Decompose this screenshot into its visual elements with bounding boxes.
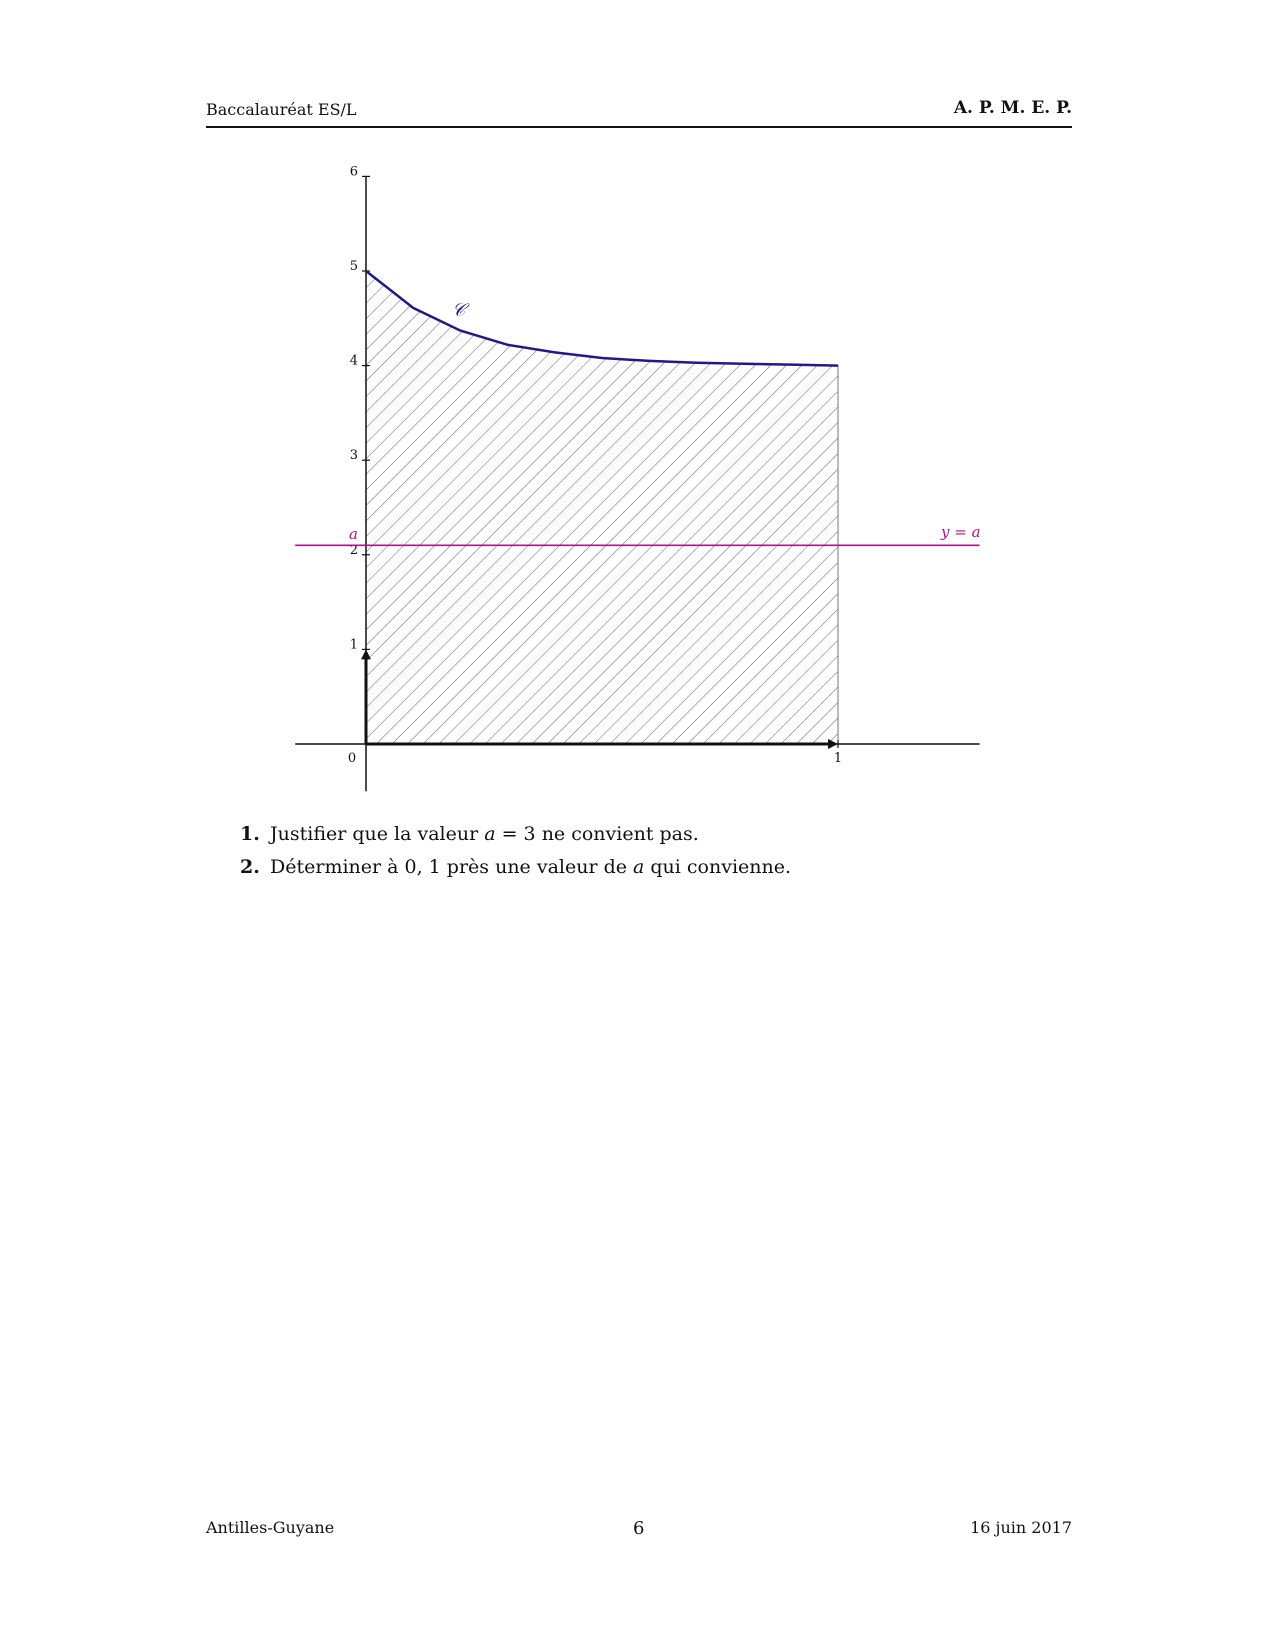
question-text-part: Justifier que la valeur <box>270 823 485 845</box>
hatched-area <box>366 271 838 744</box>
question-2 <box>240 851 791 884</box>
y-tick-label: 4 <box>349 353 358 369</box>
question-1 <box>240 818 791 851</box>
y-tick-label: 6 <box>349 164 358 180</box>
x-tick-label: 1 <box>833 751 843 766</box>
function-graph <box>0 0 1275 800</box>
y-tick-label: 3 <box>349 448 358 464</box>
question-text-part: = 3 ne convient pas. <box>495 823 699 845</box>
line-label: y = a <box>941 523 981 541</box>
a-axis-label: a <box>349 525 358 543</box>
variable-a: a <box>633 856 645 878</box>
publisher-name: A. P. M. E. P. <box>953 98 1072 118</box>
y-tick-label: 5 <box>349 259 358 274</box>
exam-date: 16 juin 2017 <box>970 1518 1072 1537</box>
y-tick-label: 1 <box>349 637 358 653</box>
question-number: 1. <box>240 823 260 845</box>
question-text-part: qui convienne. <box>644 856 792 878</box>
question-number: 2. <box>240 856 260 878</box>
question-text <box>270 823 699 845</box>
hatched-area-group <box>366 271 838 744</box>
page-number: 6 <box>633 1518 645 1539</box>
question-list <box>240 818 791 884</box>
exam-location: Antilles-Guyane <box>206 1518 335 1537</box>
variable-a: a <box>484 823 496 845</box>
x-tick-label: 0 <box>347 751 357 766</box>
exam-title: Baccalauréat ES/L <box>206 100 357 119</box>
question-text-part: Déterminer à 0, 1 près une valeur de <box>270 856 634 878</box>
y-tick-label: 2 <box>349 542 358 558</box>
curve-label: 𝒞 <box>452 300 466 321</box>
question-text <box>270 856 791 878</box>
